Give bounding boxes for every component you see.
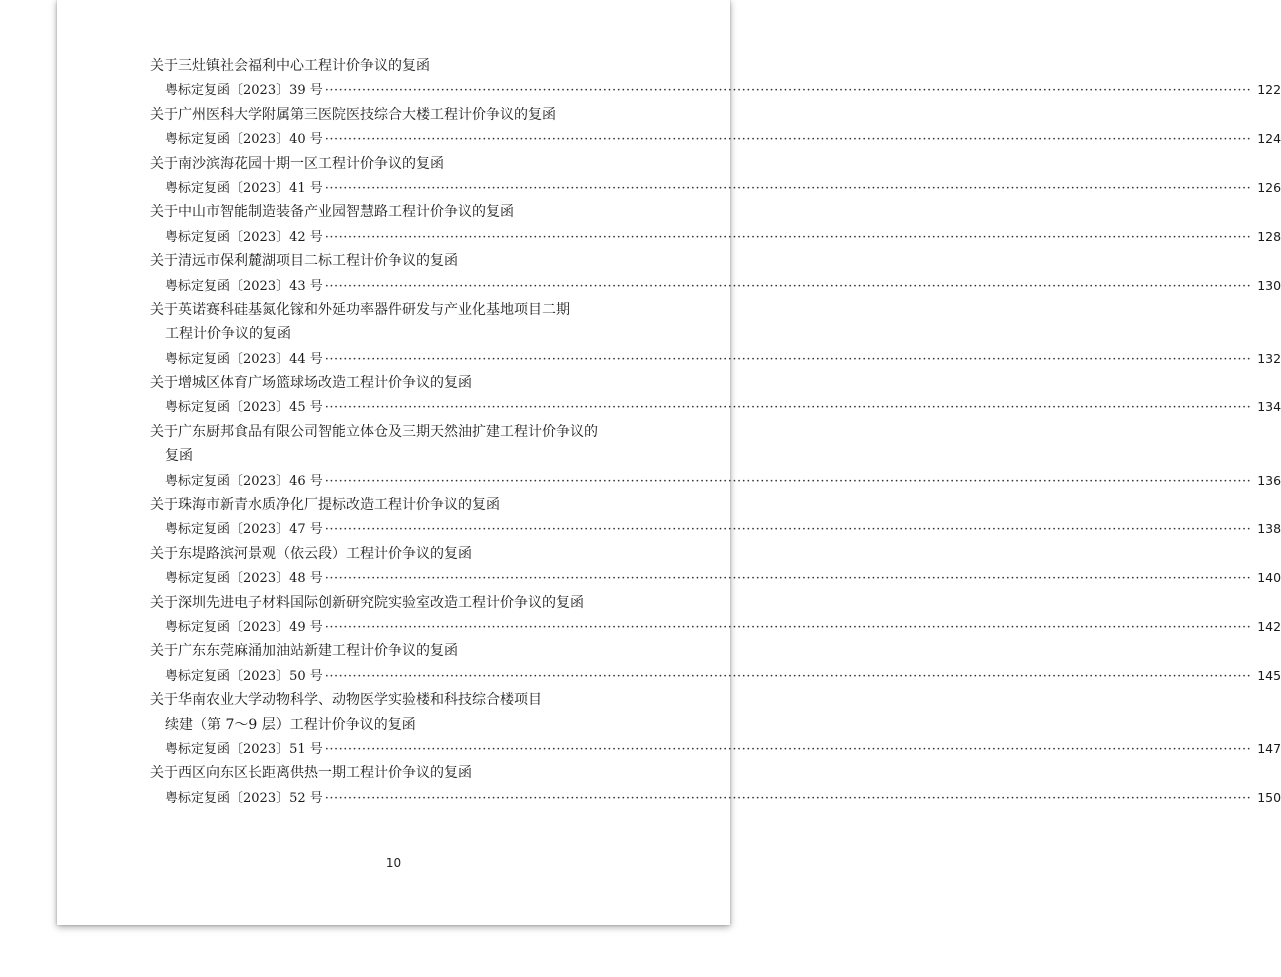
dot-leader: ········································································································································································································: [324, 400, 1252, 416]
toc-entry[interactable]: [150, 371, 1281, 420]
dot-leader: ········································································································································································································: [324, 132, 1252, 148]
toc-entry-title: 关于深圳先进电子材料国际创新研究院实验室改造工程计价争议的复函: [150, 594, 584, 611]
dot-leader: ········································································································································································································: [324, 571, 1252, 587]
dot-leader: ········································································································································································································: [324, 668, 1252, 684]
toc-page-number: 124: [1257, 131, 1281, 147]
toc-entry-title: 关于三灶镇社会福利中心工程计价争议的复函: [150, 58, 430, 74]
document-reference-number: 粤标定复函〔2023〕48 号: [165, 571, 323, 587]
dot-leader: ········································································································································································································: [324, 790, 1252, 806]
toc-page-number: 126: [1257, 179, 1281, 195]
document-reference-number: 粤标定复函〔2023〕44 号: [165, 351, 323, 367]
toc-entry-title: 关于增城区体育广场篮球场改造工程计价争议的复函: [150, 375, 472, 392]
toc-entry-reference-line: [150, 225, 1281, 249]
toc-entry[interactable]: [150, 249, 1281, 298]
dot-leader: ········································································································································································································: [324, 619, 1252, 635]
toc-entry[interactable]: [150, 152, 1281, 201]
toc-page-number: 136: [1257, 472, 1281, 488]
toc-entry-title: 关于广东东莞麻涌加油站新建工程计价争议的复函: [150, 643, 458, 660]
document-reference-number: 粤标定复函〔2023〕50 号: [165, 668, 323, 684]
toc-entry[interactable]: [150, 54, 1281, 103]
document-page: [57, 0, 1281, 925]
toc-entry-reference-line: [150, 78, 1281, 102]
toc-entry-reference-line: [150, 786, 1281, 810]
toc-entry-reference-line: [150, 347, 1281, 371]
toc-entry-title: 关于中山市智能制造装备产业园智慧路工程计价争议的复函: [150, 204, 514, 221]
toc-entry-title: 关于珠海市新青水质净化厂提标改造工程计价争议的复函: [150, 497, 500, 514]
document-reference-number: 粤标定复函〔2023〕41 号: [165, 180, 323, 196]
toc-page-number: 142: [1257, 618, 1281, 634]
toc-entry-reference-line: [150, 566, 1281, 590]
document-reference-number: 粤标定复函〔2023〕40 号: [165, 132, 323, 148]
document-reference-number: 粤标定复函〔2023〕39 号: [165, 83, 323, 99]
document-reference-number: 粤标定复函〔2023〕51 号: [165, 741, 323, 757]
dot-leader: ········································································································································································································: [324, 83, 1252, 99]
toc-page-number: 128: [1257, 228, 1281, 244]
document-reference-number: 粤标定复函〔2023〕43 号: [165, 278, 323, 294]
toc-page-number: 130: [1257, 277, 1281, 293]
toc-page-number: 138: [1257, 521, 1281, 537]
toc-entry-reference-line: [150, 176, 1281, 200]
toc-entry-title: 关于英诺赛科硅基氮化镓和外延功率器件研发与产业化基地项目二期: [150, 301, 570, 318]
toc-page-number: 145: [1257, 667, 1281, 683]
document-reference-number: 粤标定复函〔2023〕47 号: [165, 522, 323, 538]
toc-page-number: 150: [1257, 789, 1281, 805]
page-number: 10: [385, 856, 402, 870]
dot-leader: ········································································································································································································: [324, 229, 1252, 245]
toc-entry-title: 关于清远市保利麓湖项目二标工程计价争议的复函: [150, 253, 458, 270]
toc-entry[interactable]: [150, 761, 1281, 810]
toc-entry[interactable]: [150, 298, 1281, 371]
document-reference-number: 粤标定复函〔2023〕42 号: [165, 229, 323, 245]
dot-leader: ········································································································································································································: [324, 278, 1252, 294]
toc-page-number: 132: [1257, 350, 1281, 366]
toc-entry[interactable]: [150, 688, 1281, 761]
toc-entry-title: 工程计价争议的复函: [165, 326, 291, 343]
toc-entry-title: 关于广州医科大学附属第三医院医技综合大楼工程计价争议的复函: [150, 106, 556, 123]
dot-leader: ········································································································································································································: [324, 741, 1252, 757]
toc-entry-title: 关于东堤路滨河景观（依云段）工程计价争议的复函: [150, 545, 472, 562]
dot-leader: ········································································································································································································: [324, 473, 1252, 489]
toc-entry[interactable]: [150, 591, 1281, 640]
toc-entry-title: 关于广东厨邦食品有限公司智能立体仓及三期天然油扩建工程计价争议的: [150, 423, 598, 440]
toc-entry[interactable]: [150, 103, 1281, 152]
toc-entry-title: 关于华南农业大学动物科学、动物医学实验楼和科技综合楼项目: [150, 692, 542, 709]
document-reference-number: 粤标定复函〔2023〕45 号: [165, 400, 323, 416]
toc-entry-reference-line: [150, 664, 1281, 688]
dot-leader: ········································································································································································································: [324, 522, 1252, 538]
toc-page-number: 147: [1257, 740, 1281, 756]
dot-leader: ········································································································································································································: [324, 351, 1252, 367]
toc-entry-reference-line: [150, 615, 1281, 639]
toc-entry-reference-line: [150, 517, 1281, 541]
toc-entry-reference-line: [150, 737, 1281, 761]
document-reference-number: 粤标定复函〔2023〕52 号: [165, 790, 323, 806]
toc-entry[interactable]: [150, 493, 1281, 542]
dot-leader: ········································································································································································································: [324, 180, 1252, 196]
toc-entry-reference-line: [150, 469, 1281, 493]
toc-entry[interactable]: [150, 200, 1281, 249]
toc-entry-reference-line: [150, 395, 1281, 419]
table-of-contents: [150, 54, 1281, 810]
toc-entry[interactable]: [150, 639, 1281, 688]
toc-entry-title: 关于西区向东区长距离供热一期工程计价争议的复函: [150, 765, 472, 782]
toc-page-number: 140: [1257, 570, 1281, 586]
toc-entry-title: 关于南沙滨海花园十期一区工程计价争议的复函: [150, 155, 444, 172]
toc-page-number: 134: [1257, 399, 1281, 415]
toc-entry[interactable]: [150, 542, 1281, 591]
toc-entry[interactable]: [150, 420, 1281, 493]
document-reference-number: 粤标定复函〔2023〕49 号: [165, 619, 323, 635]
toc-entry-title: 复函: [165, 448, 193, 465]
document-reference-number: 粤标定复函〔2023〕46 号: [165, 473, 323, 489]
toc-entry-reference-line: [150, 127, 1281, 151]
toc-entry-title: 续建（第 7～9 层）工程计价争议的复函: [165, 716, 416, 733]
toc-entry-reference-line: [150, 274, 1281, 298]
toc-page-number: 122: [1257, 82, 1281, 98]
